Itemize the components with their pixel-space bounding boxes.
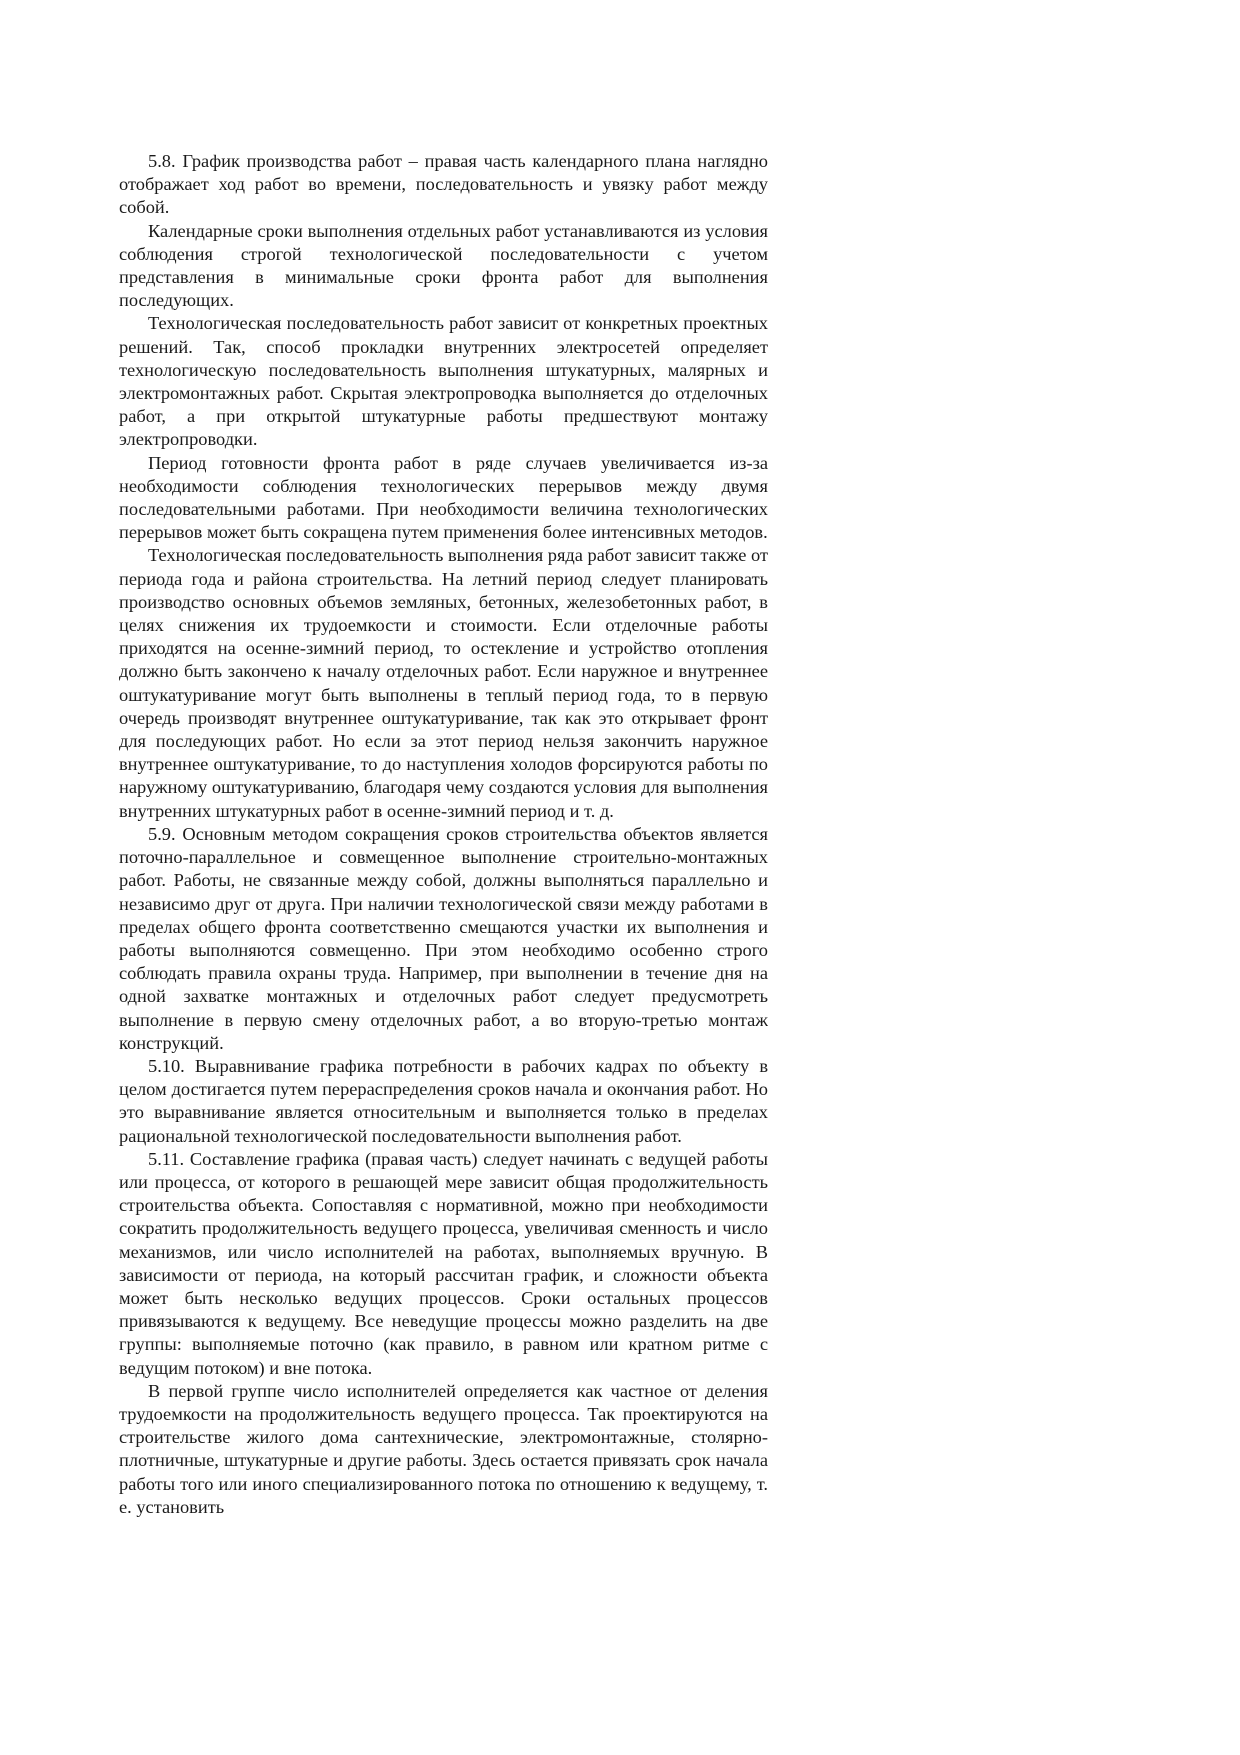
paragraph-5-9: 5.9. Основным методом сокращения сроков строительства объектов является поточно-параллельное и совмещенное выполнение строительно-монтажных работ. Работы, не связанные между собой, должны выполняться параллельно и независимо друг от друга. При наличии технологической связи между работами в пределах общего фронта соответственно смещаются участки их выполнения и работы выполняются совмещенно. При этом необходимо особенно строго соблюдать правила охраны труда. Например, при выполнении в течение дня на одной захватке монтажных и отделочных работ следует предусмотреть выполнение в первую смену отделочных работ, а во вторую-третью монтаж конструкций. xyxy=(119,823,768,1053)
document-page xyxy=(119,150,768,1519)
paragraph-tech-sequence: Технологическая последовательность работ зависит от конкретных проектных решений. Так, способ прокладки внутренних электросетей определяет технологическую последовательность выполнения штукатурных, малярных и электромонтажных работ. Скрытая электропроводка выполняется до отделочных работ, а при открытой штукатурные работы предшествуют монтажу электропроводки. xyxy=(119,313,768,450)
paragraph-5-11: 5.11. Составление графика (правая часть) следует начинать с ведущей работы или процесса, от которого в решающей мере зависит общая продолжительность строительства объекта. Сопоставляя с нормативной, можно при необходимости сократить продолжительность ведущего процесса, увеличивая сменность и число механизмов, или число исполнителей на работах, выполняемых вручную. В зависимости от периода, на который рассчитан график, и сложности объекта может быть несколько ведущих процессов. Сроки остальных процессов привязываются к ведущему. Все неведущие процессы можно разделить на две группы: выполняемые поточно (как правило, в равном или кратном ритме с ведущим потоком) и вне потока. xyxy=(119,1148,768,1378)
paragraph-5-10: 5.10. Выравнивание графика потребности в рабочих кадрах по объекту в целом достигается путем перераспределения сроков начала и окончания работ. Но это выравнивание является относительным и выполняется только в пределах рациональной технологической последовательности выполнения работ. xyxy=(119,1055,768,1146)
paragraph-first-group: В первой группе число исполнителей определяется как частное от деления трудоемкости на продолжительность ведущего процесса. Так проектируются на строительстве жилого дома сантехнические, электромонтажные, столярно-плотничные, штукатурные и другие работы. Здесь остается привязать срок начала работы того или иного специализированного потока по отношению к ведущему, т. е. установить xyxy=(119,1380,768,1517)
paragraph-5-8: 5.8. График производства работ – правая часть календарного плана наглядно отображает ход работ во времени, последовательность и увязку работ между собой. xyxy=(119,151,768,218)
paragraph-season-dependence: Технологическая последовательность выполнения ряда работ зависит также от периода года и района строительства. На летний период следует планировать производство основных объемов земляных, бетонных, железобетонных работ, в целях снижения их трудоемкости и стоимости. Если отделочные работы приходятся на осенне-зимний период, то остекление и устройство отопления должно быть закончено к началу отделочных работ. Если наружное и внутреннее оштукатуривание могут быть выполнены в теплый период года, то в первую очередь производят внутреннее оштукатуривание, так как это открывает фронт для последующих работ. Но если за этот период нельзя закончить наружное внутреннее оштукатуривание, то до наступления холодов форсируются работы по наружному оштукатуриванию, благодаря чему создаются условия для выполнения внутренних штукатурных работ в осенне-зимний период и т. д. xyxy=(119,545,768,821)
paragraph-readiness-period: Период готовности фронта работ в ряде случаев увеличивается из-за необходимости соблюдения технологических перерывов между двумя последовательными работами. При необходимости величина технологических перерывов может быть сокращена путем применения более интенсивных методов. xyxy=(119,452,768,543)
paragraph-calendar-terms: Календарные сроки выполнения отдельных работ устанавливаются из условия соблюдения строгой технологической последовательности с учетом представления в минимальные сроки фронта работ для выполнения последующих. xyxy=(119,220,768,311)
